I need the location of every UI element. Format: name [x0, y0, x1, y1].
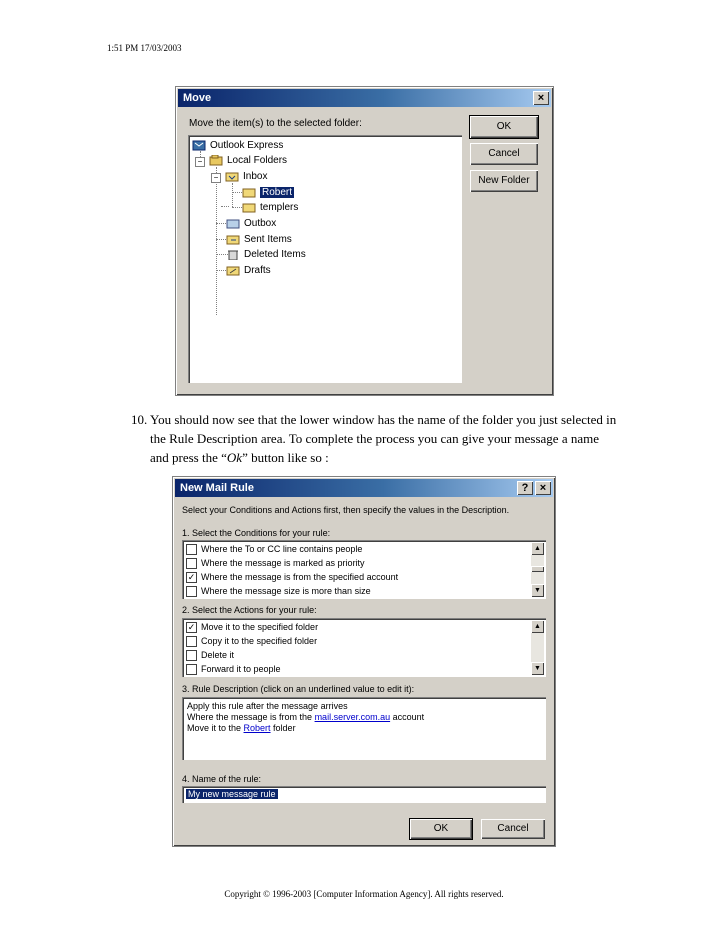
step-text	[150, 410, 620, 467]
cancel-button[interactable]: Cancel	[470, 143, 538, 165]
condition-row[interactable]	[186, 586, 371, 597]
collapse-icon[interactable]: −	[211, 173, 221, 183]
condition-row[interactable]	[186, 558, 365, 569]
action-label: Delete it	[201, 650, 235, 660]
tree-item-local-folders[interactable]	[209, 155, 287, 166]
move-dialog	[175, 86, 554, 396]
step-text-before: You should now see that the lower window has the name of the folder you just selected in the Rule Description area. To complete the process you can give your message a name and press the “	[150, 412, 617, 465]
tree-label: Outlook Express	[210, 140, 284, 152]
action-row[interactable]	[186, 636, 317, 647]
outlook-express-icon	[192, 140, 206, 151]
tree-label: Drafts	[244, 265, 271, 277]
close-icon[interactable]: ×	[533, 91, 549, 105]
tree-item-drafts[interactable]	[226, 265, 271, 276]
condition-label: Where the To or CC line contains people	[201, 544, 363, 554]
rule-name-heading: 4. Name of the rule:	[182, 774, 262, 784]
folder-icon	[242, 187, 256, 198]
conditions-heading: 1. Select the Conditions for your rule:	[182, 528, 331, 538]
action-row[interactable]	[186, 664, 281, 675]
rule-name-field[interactable]	[182, 786, 546, 803]
move-instruction: Move the item(s) to the selected folder:	[189, 118, 362, 129]
desc-line-1: Apply this rule after the message arrives	[187, 701, 348, 711]
scroll-up-icon[interactable]: ▲	[531, 542, 544, 555]
new-mail-rule-dialog	[172, 476, 556, 847]
checkbox[interactable]	[186, 544, 197, 555]
checkbox[interactable]	[186, 636, 197, 647]
rule-dialog-title: New Mail Rule	[180, 482, 254, 494]
description-heading: 3. Rule Description (click on an underlined value to edit it):	[182, 684, 415, 694]
sent-items-icon	[226, 234, 240, 245]
tree-item-templers[interactable]	[242, 202, 298, 213]
checkbox[interactable]	[186, 586, 197, 597]
actions-list[interactable]	[182, 618, 546, 677]
tree-item-inbox[interactable]	[225, 171, 267, 182]
desc-line-3-pre: Move it to the	[187, 723, 244, 733]
rule-intro: Select your Conditions and Actions first, then specify the values in the Description.	[182, 505, 510, 515]
scroll-down-icon[interactable]: ▼	[531, 662, 544, 675]
footer-copyright: Copyright © 1996-2003 [Computer Information Agency]. All rights reserved.	[224, 889, 504, 899]
page-timestamp: 1:51 PM 17/03/2003	[107, 43, 182, 53]
condition-label: Where the message is marked as priority	[201, 558, 365, 568]
checkbox[interactable]	[186, 558, 197, 569]
checkbox[interactable]: ✓	[187, 622, 196, 633]
action-label: Copy it to the specified folder	[201, 636, 318, 646]
folder-tree[interactable]	[188, 135, 462, 383]
action-label: Move it to the specified folder	[201, 622, 319, 632]
condition-label: Where the message is from the specified account	[201, 572, 399, 582]
trash-icon	[226, 249, 240, 260]
close-icon[interactable]: ×	[535, 481, 551, 495]
desc-line-3	[187, 723, 424, 734]
inbox-folder-icon	[225, 171, 239, 182]
account-link[interactable]: mail.server.com.au	[314, 712, 391, 722]
tree-label-selected: Robert	[262, 187, 293, 199]
outbox-folder-icon	[226, 218, 240, 229]
step-text-after: ” button like so :	[242, 450, 329, 465]
rule-dialog-titlebar[interactable]	[175, 479, 553, 497]
cancel-button[interactable]: Cancel	[481, 819, 545, 839]
new-folder-button[interactable]: New Folder	[470, 170, 538, 192]
desc-line-2-post: account	[390, 712, 425, 722]
condition-label: Where the message size is more than size	[201, 586, 371, 596]
local-folders-icon	[209, 155, 223, 166]
step-text-ok: Ok	[226, 450, 243, 465]
tree-label: Sent Items	[244, 234, 292, 246]
tree-item-outbox[interactable]	[226, 218, 276, 229]
help-icon[interactable]: ?	[517, 481, 533, 495]
action-label: Forward it to people	[201, 664, 281, 674]
step-number: 10.	[131, 412, 148, 427]
folder-link[interactable]: Robert	[243, 723, 271, 733]
scroll-down-icon[interactable]: ▼	[531, 584, 544, 597]
checkbox[interactable]	[186, 650, 197, 661]
checkbox[interactable]: ✓	[187, 572, 196, 583]
desc-line-2-pre: Where the message is from the	[187, 712, 315, 722]
tree-label: Inbox	[243, 171, 268, 183]
checkbox[interactable]	[186, 664, 197, 675]
rule-name-value: My new message rule	[188, 789, 276, 799]
condition-row[interactable]	[186, 572, 398, 583]
scroll-up-icon[interactable]: ▲	[531, 620, 544, 633]
drafts-folder-icon	[226, 265, 240, 276]
tree-label: templers	[260, 202, 299, 214]
actions-scrollbar[interactable]	[531, 620, 544, 675]
tree-item-outlook-express[interactable]	[192, 140, 283, 151]
tree-label: Local Folders	[227, 155, 288, 167]
tree-item-deleted-items[interactable]	[226, 249, 306, 260]
tree-label: Outbox	[244, 218, 277, 230]
collapse-icon[interactable]: −	[195, 157, 205, 167]
rule-description	[182, 697, 546, 760]
action-row[interactable]	[186, 650, 234, 661]
tree-label: Deleted Items	[244, 249, 306, 261]
actions-heading: 2. Select the Actions for your rule:	[182, 605, 317, 615]
conditions-scrollbar[interactable]	[531, 542, 544, 597]
desc-line-3-post: folder	[270, 723, 296, 733]
scroll-thumb[interactable]	[531, 566, 544, 572]
action-row[interactable]	[186, 622, 318, 633]
conditions-list[interactable]	[182, 540, 546, 599]
desc-line-2	[187, 712, 424, 723]
condition-row[interactable]	[186, 544, 362, 555]
move-dialog-titlebar[interactable]	[178, 89, 551, 107]
ok-button[interactable]: OK	[470, 116, 538, 138]
tree-item-sent-items[interactable]	[226, 234, 292, 245]
tree-item-robert[interactable]	[242, 187, 294, 198]
folder-icon	[242, 202, 256, 213]
ok-button[interactable]: OK	[410, 819, 472, 839]
move-dialog-title: Move	[183, 92, 212, 104]
